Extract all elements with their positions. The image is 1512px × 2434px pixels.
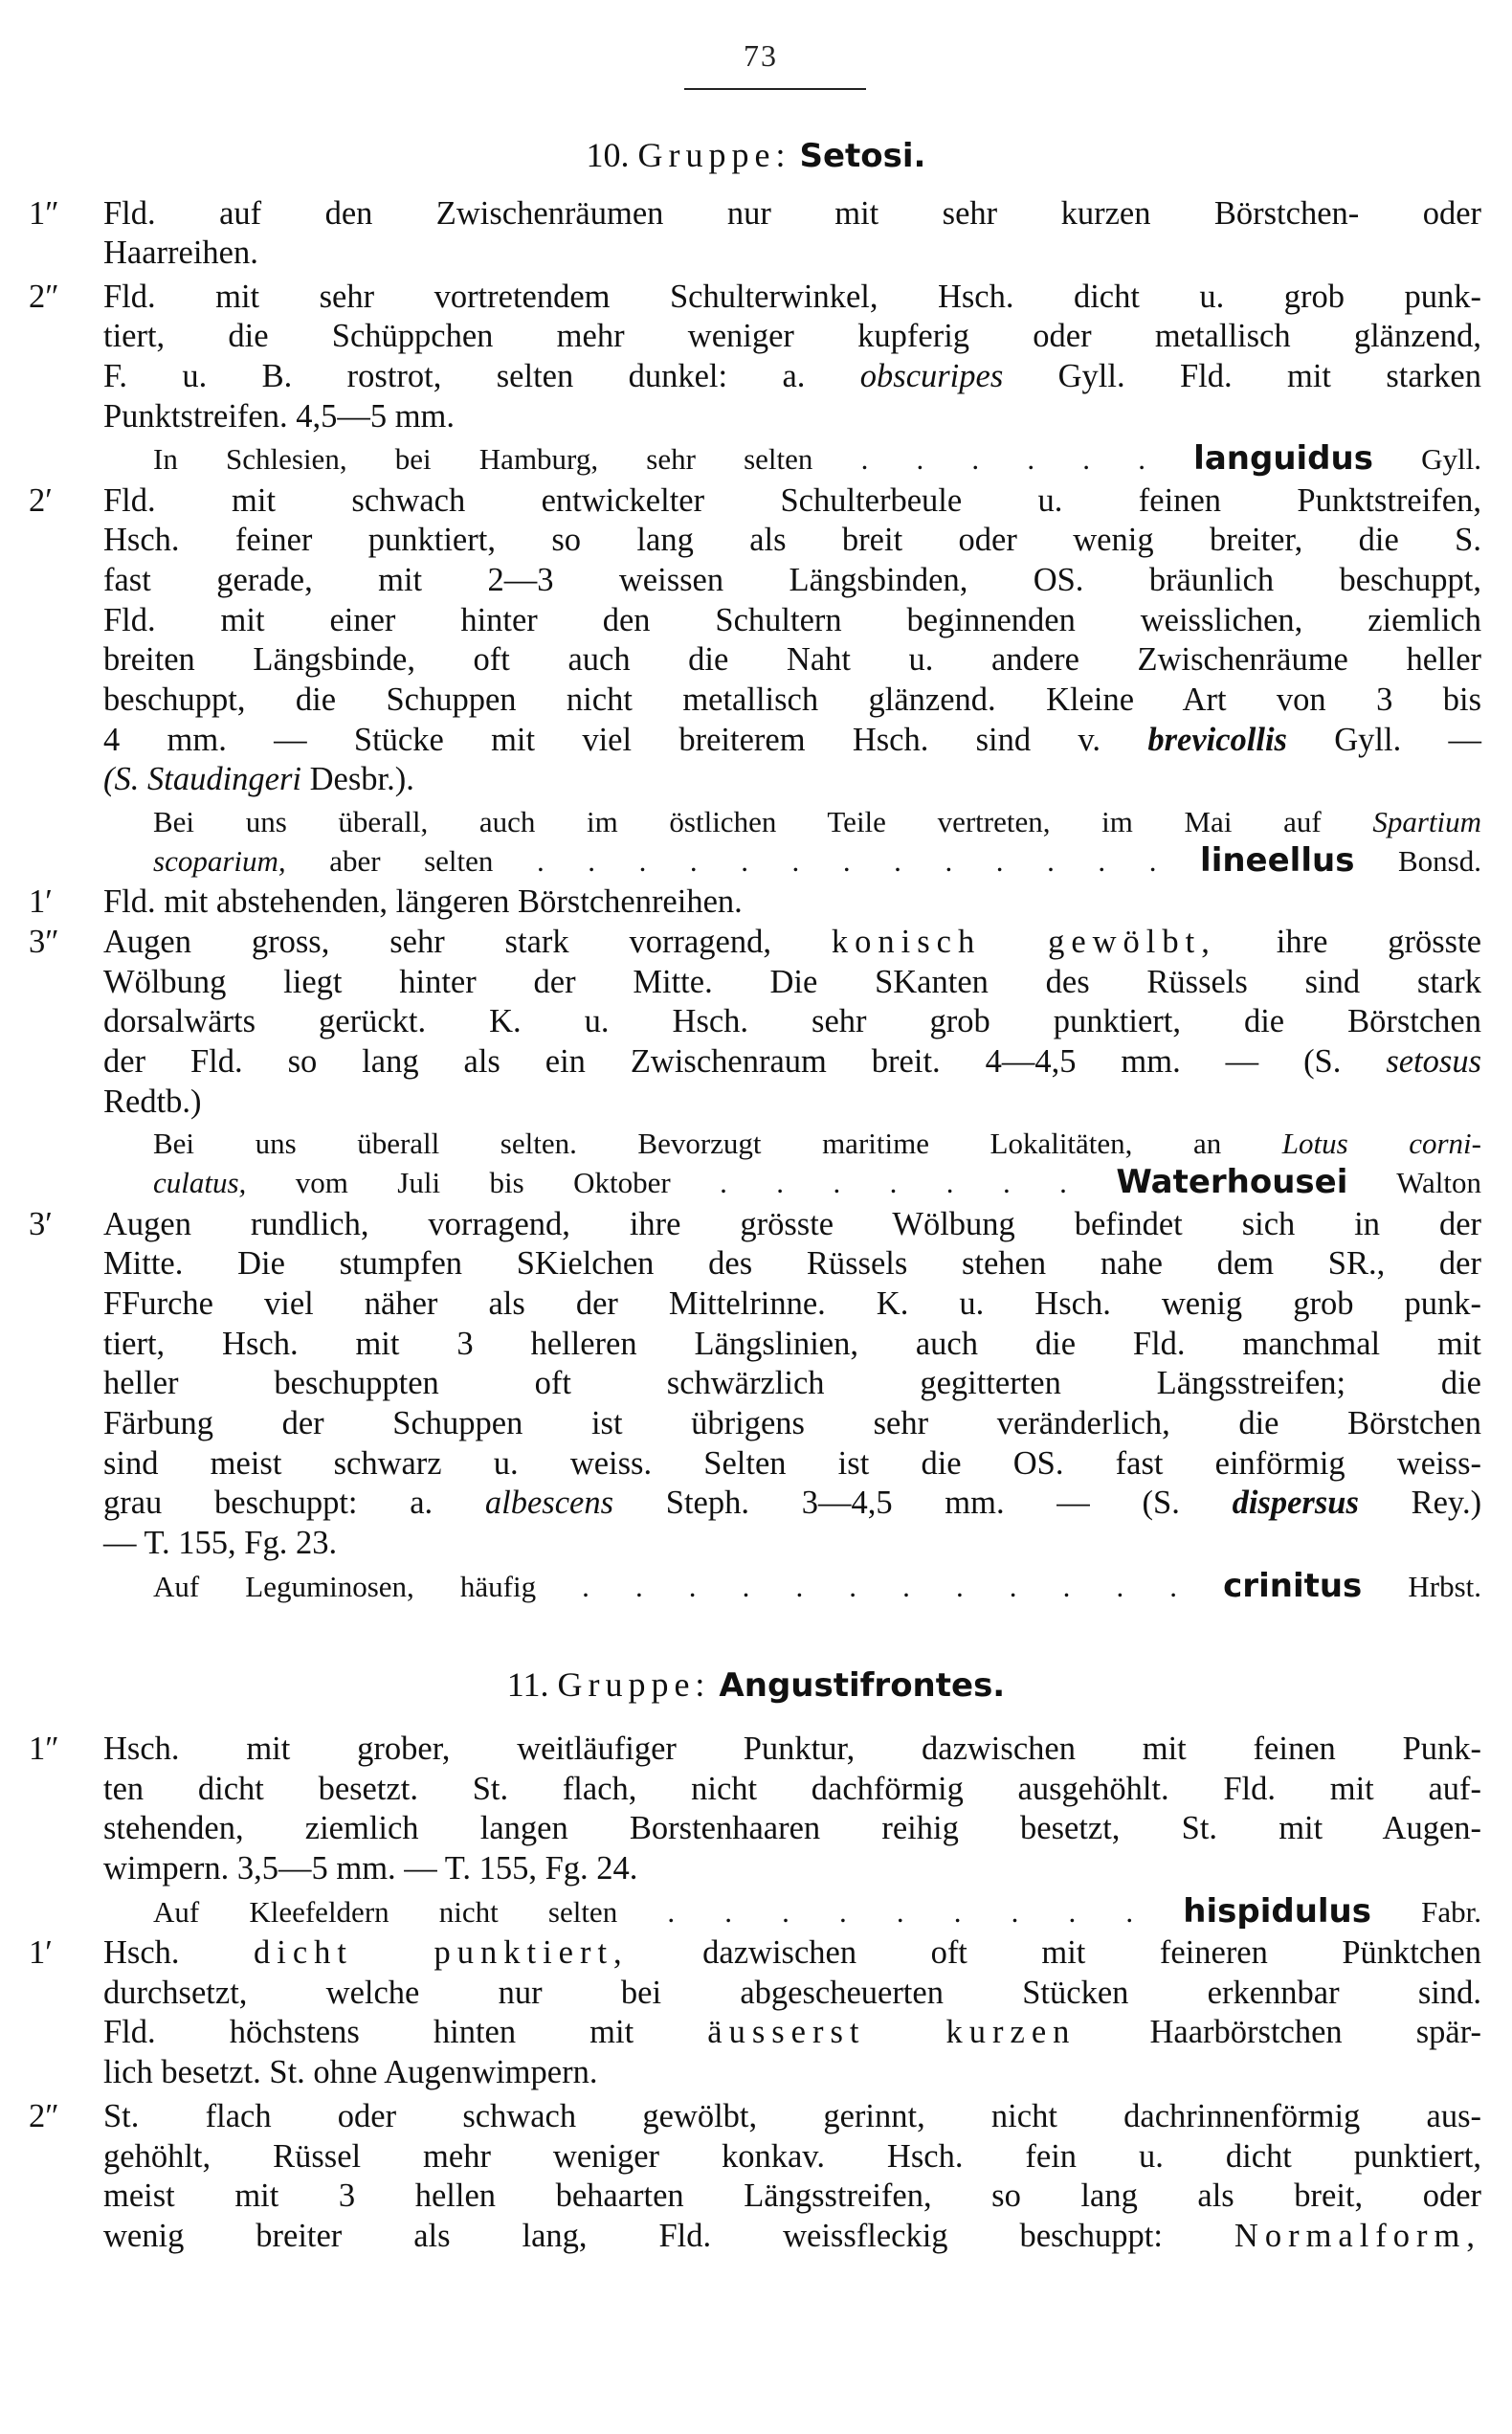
species-name: dispersus — [1232, 1485, 1359, 1521]
text-line: 1′ Fld. mit abstehenden, längeren Börstchenreihen. — [29, 883, 743, 920]
text-line: wenig breiter als lang, Fld. weissfleckig beschuppt: Normalform, — [103, 2218, 1481, 2254]
text-line: (S. Staudingeri Desbr.). — [103, 761, 414, 797]
species-name: lineellus — [1200, 841, 1355, 880]
text-line: Fld. höchstens hinten mit äusserst kurzen Haarbörstchen spär- — [103, 2014, 1482, 2050]
text-line: 2″ Fld. mit sehr vortretendem Schulterwinkel, Hsch. dicht u. grob punk- — [29, 279, 1481, 315]
plant-name: culatus, — [153, 1166, 247, 1199]
text-line: gehöhlt, Rüssel mehr weniger konkav. Hsch. fein u. dicht punktiert, — [103, 2138, 1481, 2175]
habitat-line: Auf Kleefeldern nicht selten . . . . . . . . . hispidulus Fabr. — [153, 1892, 1482, 1931]
page-number-rule — [684, 88, 866, 90]
text-line: durchsetzt, welche nur bei abgescheuerten Stücken erkennbar sind. — [103, 1975, 1481, 2011]
species-name: Waterhousei — [1116, 1163, 1348, 1201]
group-10-number: 10. — [586, 136, 630, 174]
text-line: 4 mm. — Stücke mit viel breiterem Hsch. sind v. brevicollis Gyll. — — [103, 722, 1482, 758]
plant-name: scoparium, — [153, 844, 286, 878]
text-line: fast gerade, mit 2—3 weissen Längsbinden, OS. bräunlich beschuppt, — [103, 562, 1481, 598]
text-line: stehenden, ziemlich langen Borstenhaaren reihig besetzt, St. mit Augen- — [103, 1810, 1481, 1846]
couplet-number: 2′ — [29, 482, 53, 519]
text-line: lich besetzt. St. ohne Augenwimpern. — [103, 2054, 598, 2090]
group-11-number: 11. — [506, 1665, 549, 1704]
text-line: sind meist schwarz u. weiss. Selten ist die OS. fast einförmig weiss- — [103, 1445, 1481, 1482]
habitat-line: Auf Leguminosen, häufig . . . . . . . . . . . . crinitus Hrbst. — [153, 1567, 1482, 1605]
text-line: 3″ Augen gross, sehr stark vorragend, konisch gewölbt, ihre grösste — [29, 924, 1482, 960]
species-name: albescens — [484, 1485, 614, 1521]
plant-name: Spartium — [1372, 805, 1482, 838]
text-line: Mitte. Die stumpfen SKielchen des Rüssels stehen nahe dem SR., der — [103, 1245, 1481, 1282]
text-line: breiten Längsbinde, oft auch die Naht u. andere Zwischenräume heller — [103, 641, 1481, 678]
text-line: meist mit 3 hellen behaarten Längsstreifen, so lang als breit, oder — [103, 2177, 1481, 2214]
couplet-number: 1″ — [29, 1731, 59, 1767]
text-line: tiert, Hsch. mit 3 helleren Längslinien, auch die Fld. manchmal mit — [103, 1326, 1481, 1362]
habitat-line: Bei uns überall, auch im östlichen Teile vertreten, im Mai auf Spartium — [153, 805, 1482, 838]
couplet-number: 2″ — [29, 279, 59, 315]
text-line: Färbung der Schuppen ist übrigens sehr veränderlich, die Börstchen — [103, 1405, 1481, 1441]
habitat-line: scoparium, aber selten . . . . . . . . . . . . . lineellus Bonsd. — [153, 841, 1481, 880]
text-line: 1″ Hsch. mit grober, weitläufiger Punktur, dazwischen mit feinen Punk- — [29, 1731, 1481, 1767]
species-name: obscuripes — [859, 358, 1004, 394]
text-line: 2″ St. flach oder schwach gewölbt, gerinnt, nicht dachrinnenförmig aus- — [29, 2098, 1481, 2134]
page-number: 73 — [744, 38, 778, 73]
text-line: Hsch. feiner punktiert, so lang als breit oder wenig breiter, die S. — [103, 522, 1481, 558]
text-line: dorsalwärts gerückt. K. u. Hsch. sehr grob punktiert, die Börstchen — [103, 1003, 1481, 1039]
text-line: der Fld. so lang als ein Zwischenraum breit. 4—4,5 mm. — (S. setosus — [103, 1043, 1481, 1080]
text-line: beschuppt, die Schuppen nicht metallisch glänzend. Kleine Art von 3 bis — [103, 681, 1481, 718]
text-line: tiert, die Schüppchen mehr weniger kupferig oder metallisch glänzend, — [103, 318, 1481, 354]
couplet-number: 3″ — [29, 924, 59, 960]
text-line: ten dicht besetzt. St. flach, nicht dachförmig ausgehöhlt. Fld. mit auf- — [103, 1771, 1481, 1807]
group-11-label: Gruppe: — [557, 1665, 711, 1704]
species-name: setosus — [1386, 1043, 1481, 1080]
group-10-label: Gruppe: — [637, 136, 791, 174]
species-name: Staudingeri — [147, 761, 301, 797]
text-line: heller beschuppten oft schwärzlich gegitterten Längsstreifen; die — [103, 1365, 1481, 1401]
text-line: 1″ Fld. auf den Zwischenräumen nur mit sehr kurzen Börstchen- oder — [29, 195, 1481, 232]
group-11-name: Angustifrontes. — [719, 1666, 1006, 1705]
text-line: 2′ Fld. mit schwach entwickelter Schulterbeule u. feinen Punktstreifen, — [29, 482, 1481, 519]
text-line: 1′ Hsch. dicht punktiert, dazwischen oft mit feineren Pünktchen — [29, 1934, 1481, 1971]
text-line: wimpern. 3,5—5 mm. — T. 155, Fg. 24. — [103, 1850, 638, 1887]
species-name: crinitus — [1223, 1567, 1363, 1605]
text-line: Punktstreifen. 4,5—5 mm. — [103, 398, 456, 435]
plant-name: Lotus corni- — [1281, 1127, 1481, 1160]
text-line: — T. 155, Fg. 23. — [103, 1525, 338, 1561]
habitat-line: In Schlesien, bei Hamburg, sehr selten . . . . . . languidus Gyll. — [153, 439, 1482, 478]
species-name: brevicollis — [1147, 722, 1287, 758]
couplet-number: 2″ — [29, 2098, 59, 2134]
couplet-number: 1′ — [29, 1934, 53, 1971]
group-11-heading — [0, 1664, 1512, 1707]
text-line: Fld. mit einer hinter den Schultern beginnenden weisslichen, ziemlich — [103, 602, 1481, 638]
couplet-number: 1′ — [29, 883, 53, 920]
text-line: FFurche viel näher als der Mittelrinne. K. u. Hsch. wenig grob punk- — [103, 1285, 1481, 1322]
species-name: languidus — [1193, 439, 1373, 478]
group-10-name: Setosi. — [799, 137, 926, 175]
text-line: Wölbung liegt hinter der Mitte. Die SKanten des Rüssels sind stark — [103, 964, 1481, 1000]
text-line: grau beschuppt: a. albescens Steph. 3—4,5 mm. — (S. dispersus Rey.) — [103, 1485, 1482, 1521]
couplet-number: 3′ — [29, 1206, 53, 1242]
group-10-heading — [0, 134, 1512, 177]
habitat-line: Bei uns überall selten. Bevorzugt maritime Lokalitäten, an Lotus corni- — [153, 1127, 1481, 1160]
text-line: Haarreihen. — [103, 234, 258, 271]
species-name: hispidulus — [1183, 1892, 1371, 1931]
habitat-line: culatus, vom Juli bis Oktober . . . . . . . Waterhousei Walton — [153, 1163, 1482, 1201]
text-line: F. u. B. rostrot, selten dunkel: a. obscuripes Gyll. Fld. mit starken — [103, 358, 1481, 394]
text-line: 3′ Augen rundlich, vorragend, ihre grösste Wölbung befindet sich in der — [29, 1206, 1481, 1242]
text-line: Redtb.) — [103, 1083, 202, 1120]
couplet-number: 1″ — [29, 195, 59, 232]
